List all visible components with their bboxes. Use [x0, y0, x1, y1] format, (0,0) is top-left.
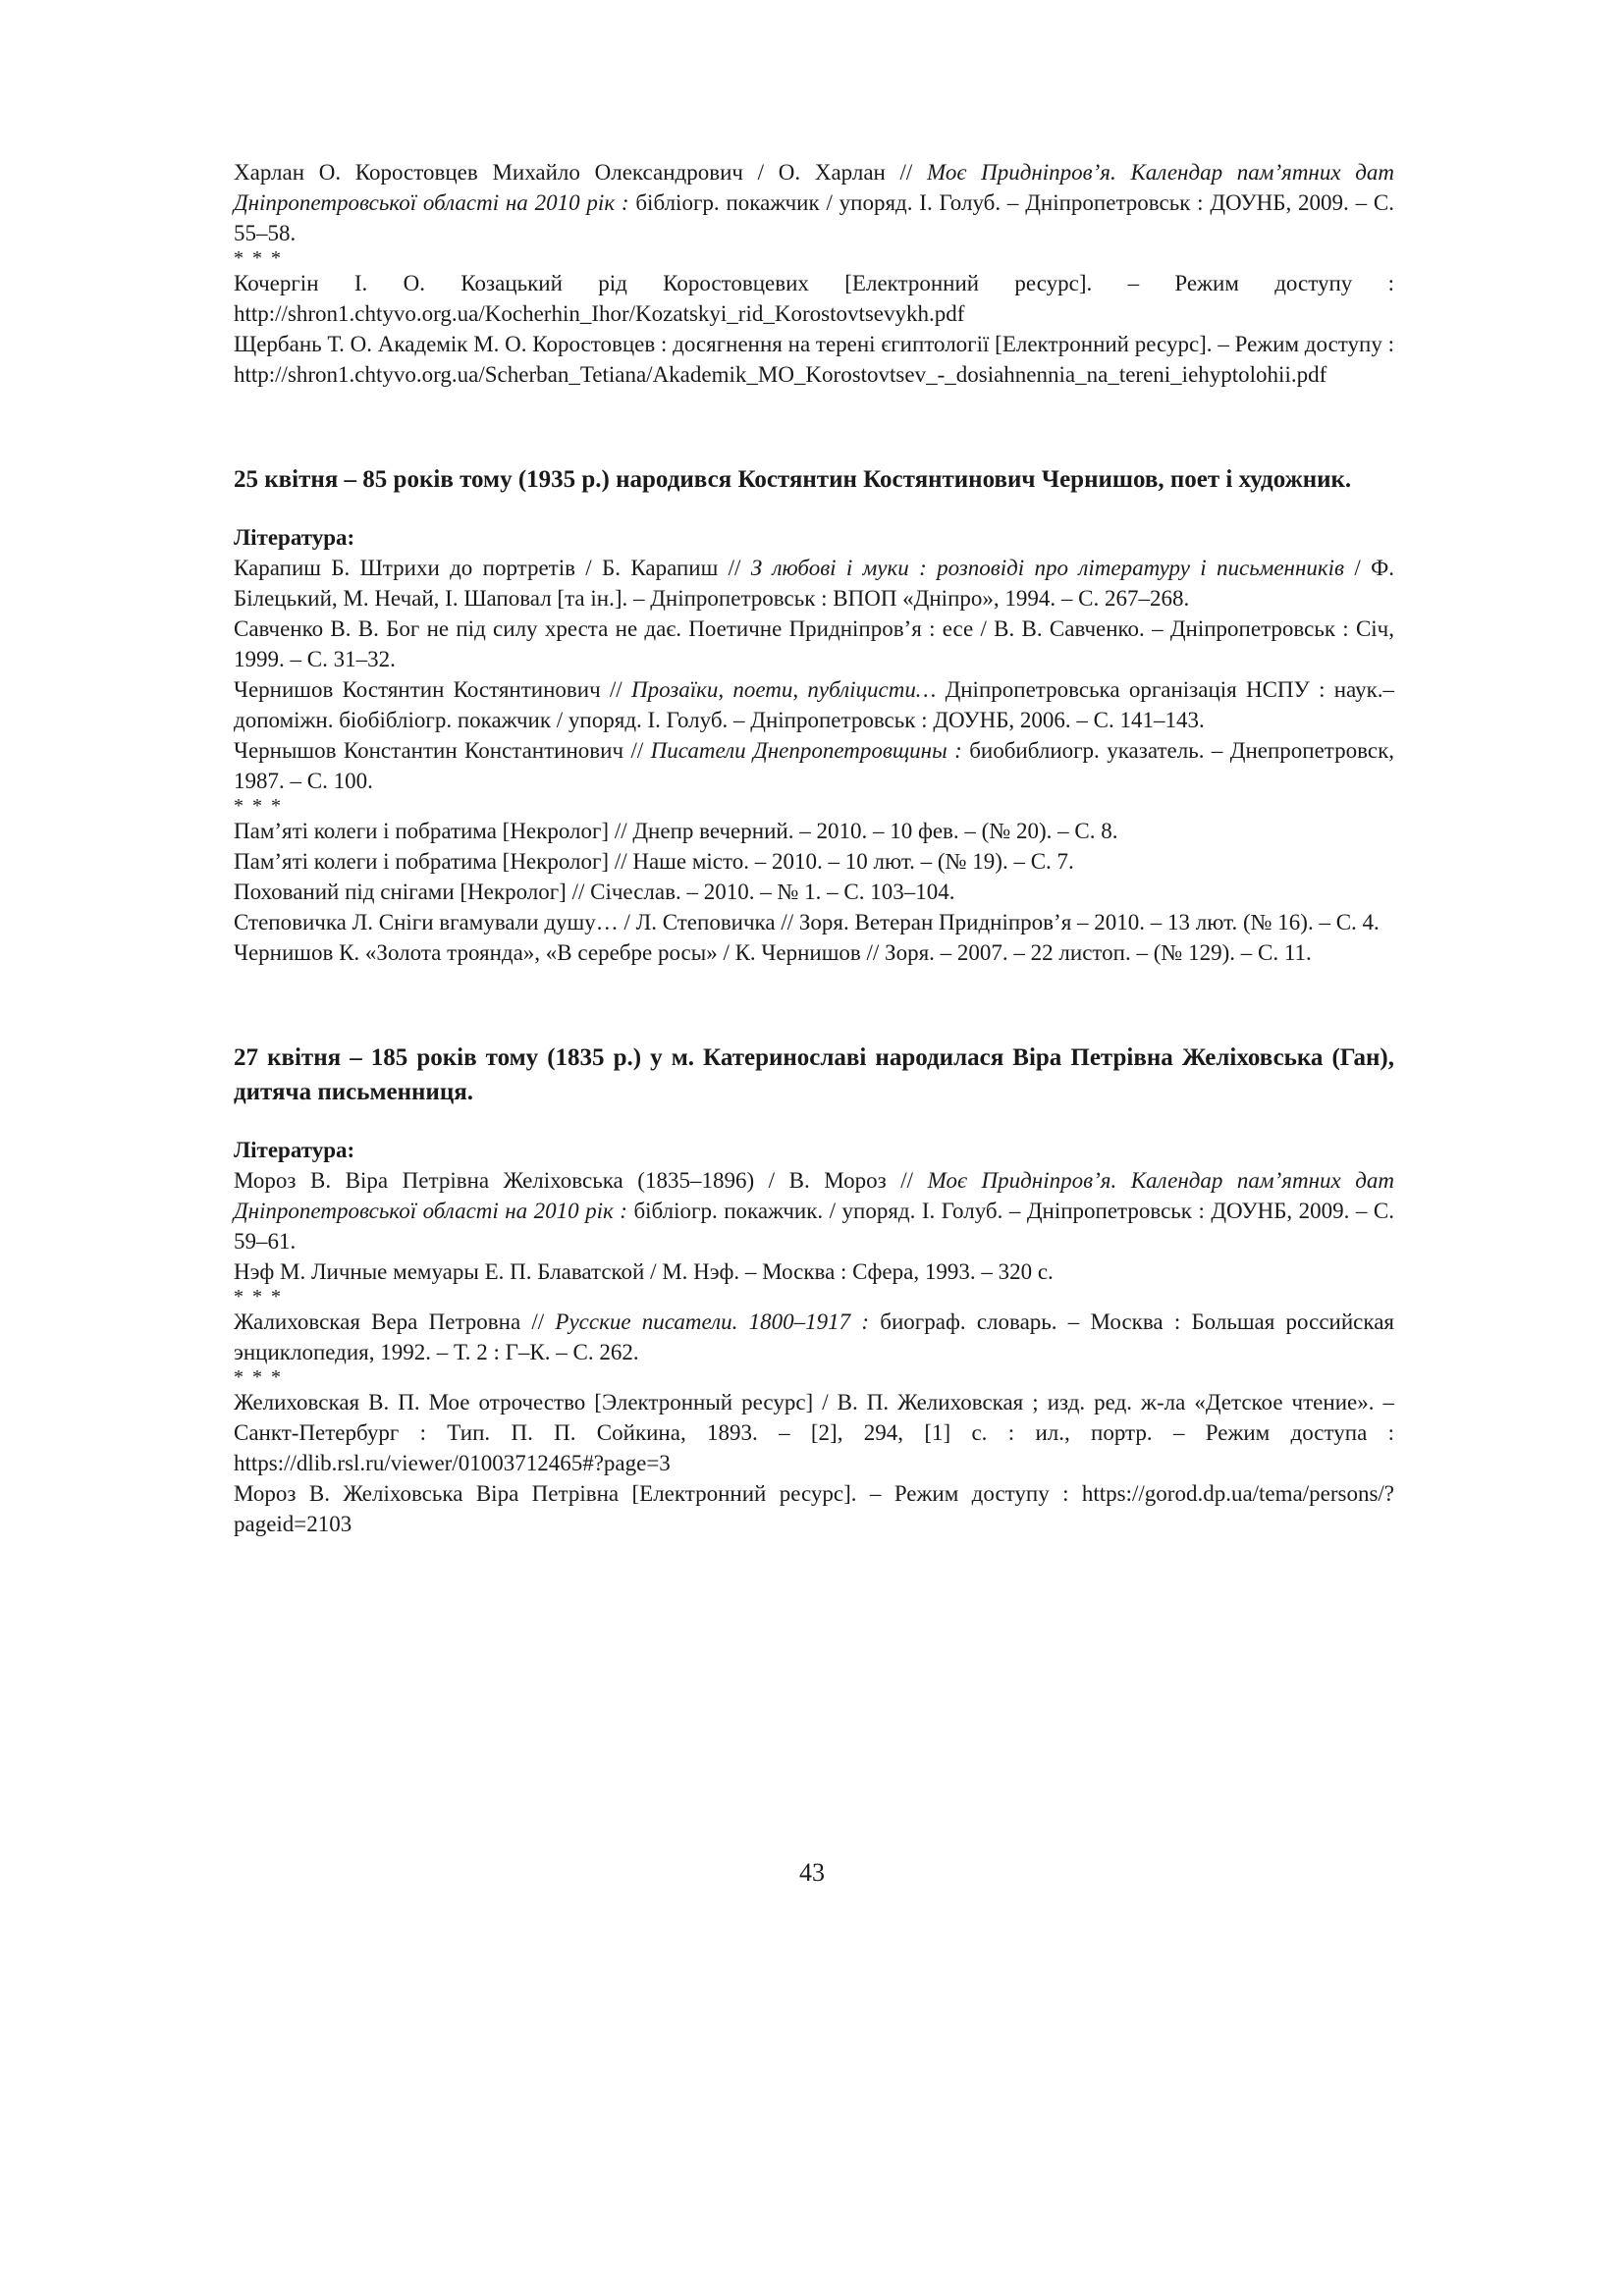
bib-entry: Савченко В. В. Бог не під силу хреста не дає. Поетичне Придніпров’я : есе / В. В. Савченко. – Дніпропетровськ : Січ, 1999. – С. 31–32.	[234, 616, 1394, 671]
section-zhelikhovska	[234, 1041, 1394, 1539]
page-body	[234, 157, 1394, 1539]
separator: * * *	[234, 1366, 283, 1388]
section-heading: 27 квітня – 185 років тому (1835 р.) у м. Катеринославі народилася Віра Петрівна Желіховська (Ган), дитяча письменниця.	[234, 1044, 1394, 1105]
bib-entry: Пам’яті колеги і побратима [Некролог] // Днепр вечерний. – 2010. – 10 фев. – (№ 20). – С. 8.	[234, 819, 1118, 843]
bib-entry: Похований під снігами [Некролог] // Січеслав. – 2010. – № 1. – С. 103–104.	[234, 880, 955, 904]
bib-entry: Чернишов К. «Золота троянда», «В серебре росы» / К. Чернишов // Зоря. – 2007. – 22 листоп. – (№ 129). – С. 11.	[234, 940, 1312, 965]
bib-entry: Желиховская В. П. Мое отрочество [Электронный ресурс] / В. П. Желиховская ; изд. ред. ж-ла «Детское чтение». – Санкт-Петербург : Тип. П. П. Сойкина, 1893. – [2], 294, [1] с. : ил., портр. – Режим доступа : https://dlib.rsl.ru/viewer/01003712465#?page=3	[234, 1390, 1394, 1475]
bib-entry: Мороз В. Віра Петрівна Желіховська (1835–1896) / В. Мороз // Моє Придніпров’я. Календар пам’ятних дат Дніпропетровської області на 2010 рік : бібліогр. покажчик. / упоряд. І. Голуб. – Дніпропетровськ : ДОУНБ, 2009. – С. 59–61.	[234, 1168, 1394, 1254]
bib-entry: Кочергін І. О. Козацький рід Коростовцевих [Електронний ресурс]. – Режим доступу : http://shron1.chtyvo.org.ua/Kocherhin_Ihor/Kozatskyi_rid_Korostovtsevykh.pdf	[234, 271, 1394, 326]
bib-entry: Карапиш Б. Штрихи до портретів / Б. Карапиш // З любові і муки : розповіді про літературу і письменників / Ф. Білецький, М. Нечай, І. Шаповал [та ін.]. – Дніпропетровськ : ВПОП «Дніпро», 1994. – С. 267–268.	[234, 556, 1394, 611]
separator: * * *	[234, 1286, 283, 1308]
bib-entry: Нэф М. Личные мемуары Е. П. Блаватской / М. Нэф. – Москва : Сфера, 1993. – 320 с.	[234, 1259, 1054, 1284]
section-chernyshov	[234, 462, 1394, 968]
bib-entry: Степовичка Л. Сніги вгамували душу… / Л. Степовичка // Зоря. Ветеран Придніпров’я – 2010. – 13 лют. (№ 16). – С. 4.	[234, 910, 1380, 934]
page-number: 43	[799, 1858, 825, 1887]
separator: * * *	[234, 247, 283, 269]
literature-label: Література:	[234, 1138, 355, 1162]
bib-entry: Пам’яті колеги і побратима [Некролог] // Наше місто. – 2010. – 10 лют. – (№ 19). – С. 7.	[234, 849, 1074, 874]
separator: * * *	[234, 795, 283, 817]
bib-entry: Харлан О. Коростовцев Михайло Олександрович / О. Харлан // Моє Придніпров’я. Календар пам’ятних дат Дніпропетровської області на 2010 рік : бібліогр. покажчик / упоряд. І. Голуб. – Дніпропетровськ : ДОУНБ, 2009. – С. 55–58.	[234, 160, 1395, 245]
literature-label: Література:	[234, 525, 355, 550]
bib-entry: Чернишов Костянтин Костянтинович // Прозаїки, поети, публіцисти… Дніпропетровська організація НСПУ : наук.–допоміжн. біобібліогр. покажчик / упоряд. І. Голуб. – Дніпропетровськ : ДОУНБ, 2006. – С. 141–143.	[234, 677, 1395, 732]
bib-entry: Щербань Т. О. Академік М. О. Коростовцев : досягнення на терені єгиптології [Електронний ресурс]. – Режим доступу : http://shron1.chtyvo.org.ua/Scherban_Tetiana/Akademik_MO_Korostovtsev_-_dosiahnennia_na_tereni_iehyptolohii.pdf	[234, 332, 1394, 387]
section-heading: 25 квітня – 85 років тому (1935 р.) народився Костянтин Костянтинович Чернишов, поет і художник.	[234, 466, 1352, 493]
bib-entry: Мороз В. Желіховська Віра Петрівна [Електронний ресурс]. – Режим доступу : https://gorod.dp.ua/tema/persons/?pageid=2103	[234, 1481, 1394, 1536]
bib-entry: Чернышов Константин Константинович // Писатели Днепропетровщины : биобиблиогр. указатель. – Днепропетровск, 1987. – С. 100.	[234, 738, 1395, 793]
section-korostovtsev	[234, 157, 1394, 390]
bib-entry: Жалиховская Вера Петровна // Русские писатели. 1800–1917 : биограф. словарь. – Москва : Большая российская энциклопедия, 1992. – Т. 2 : Г–К. – С. 262.	[234, 1309, 1394, 1364]
